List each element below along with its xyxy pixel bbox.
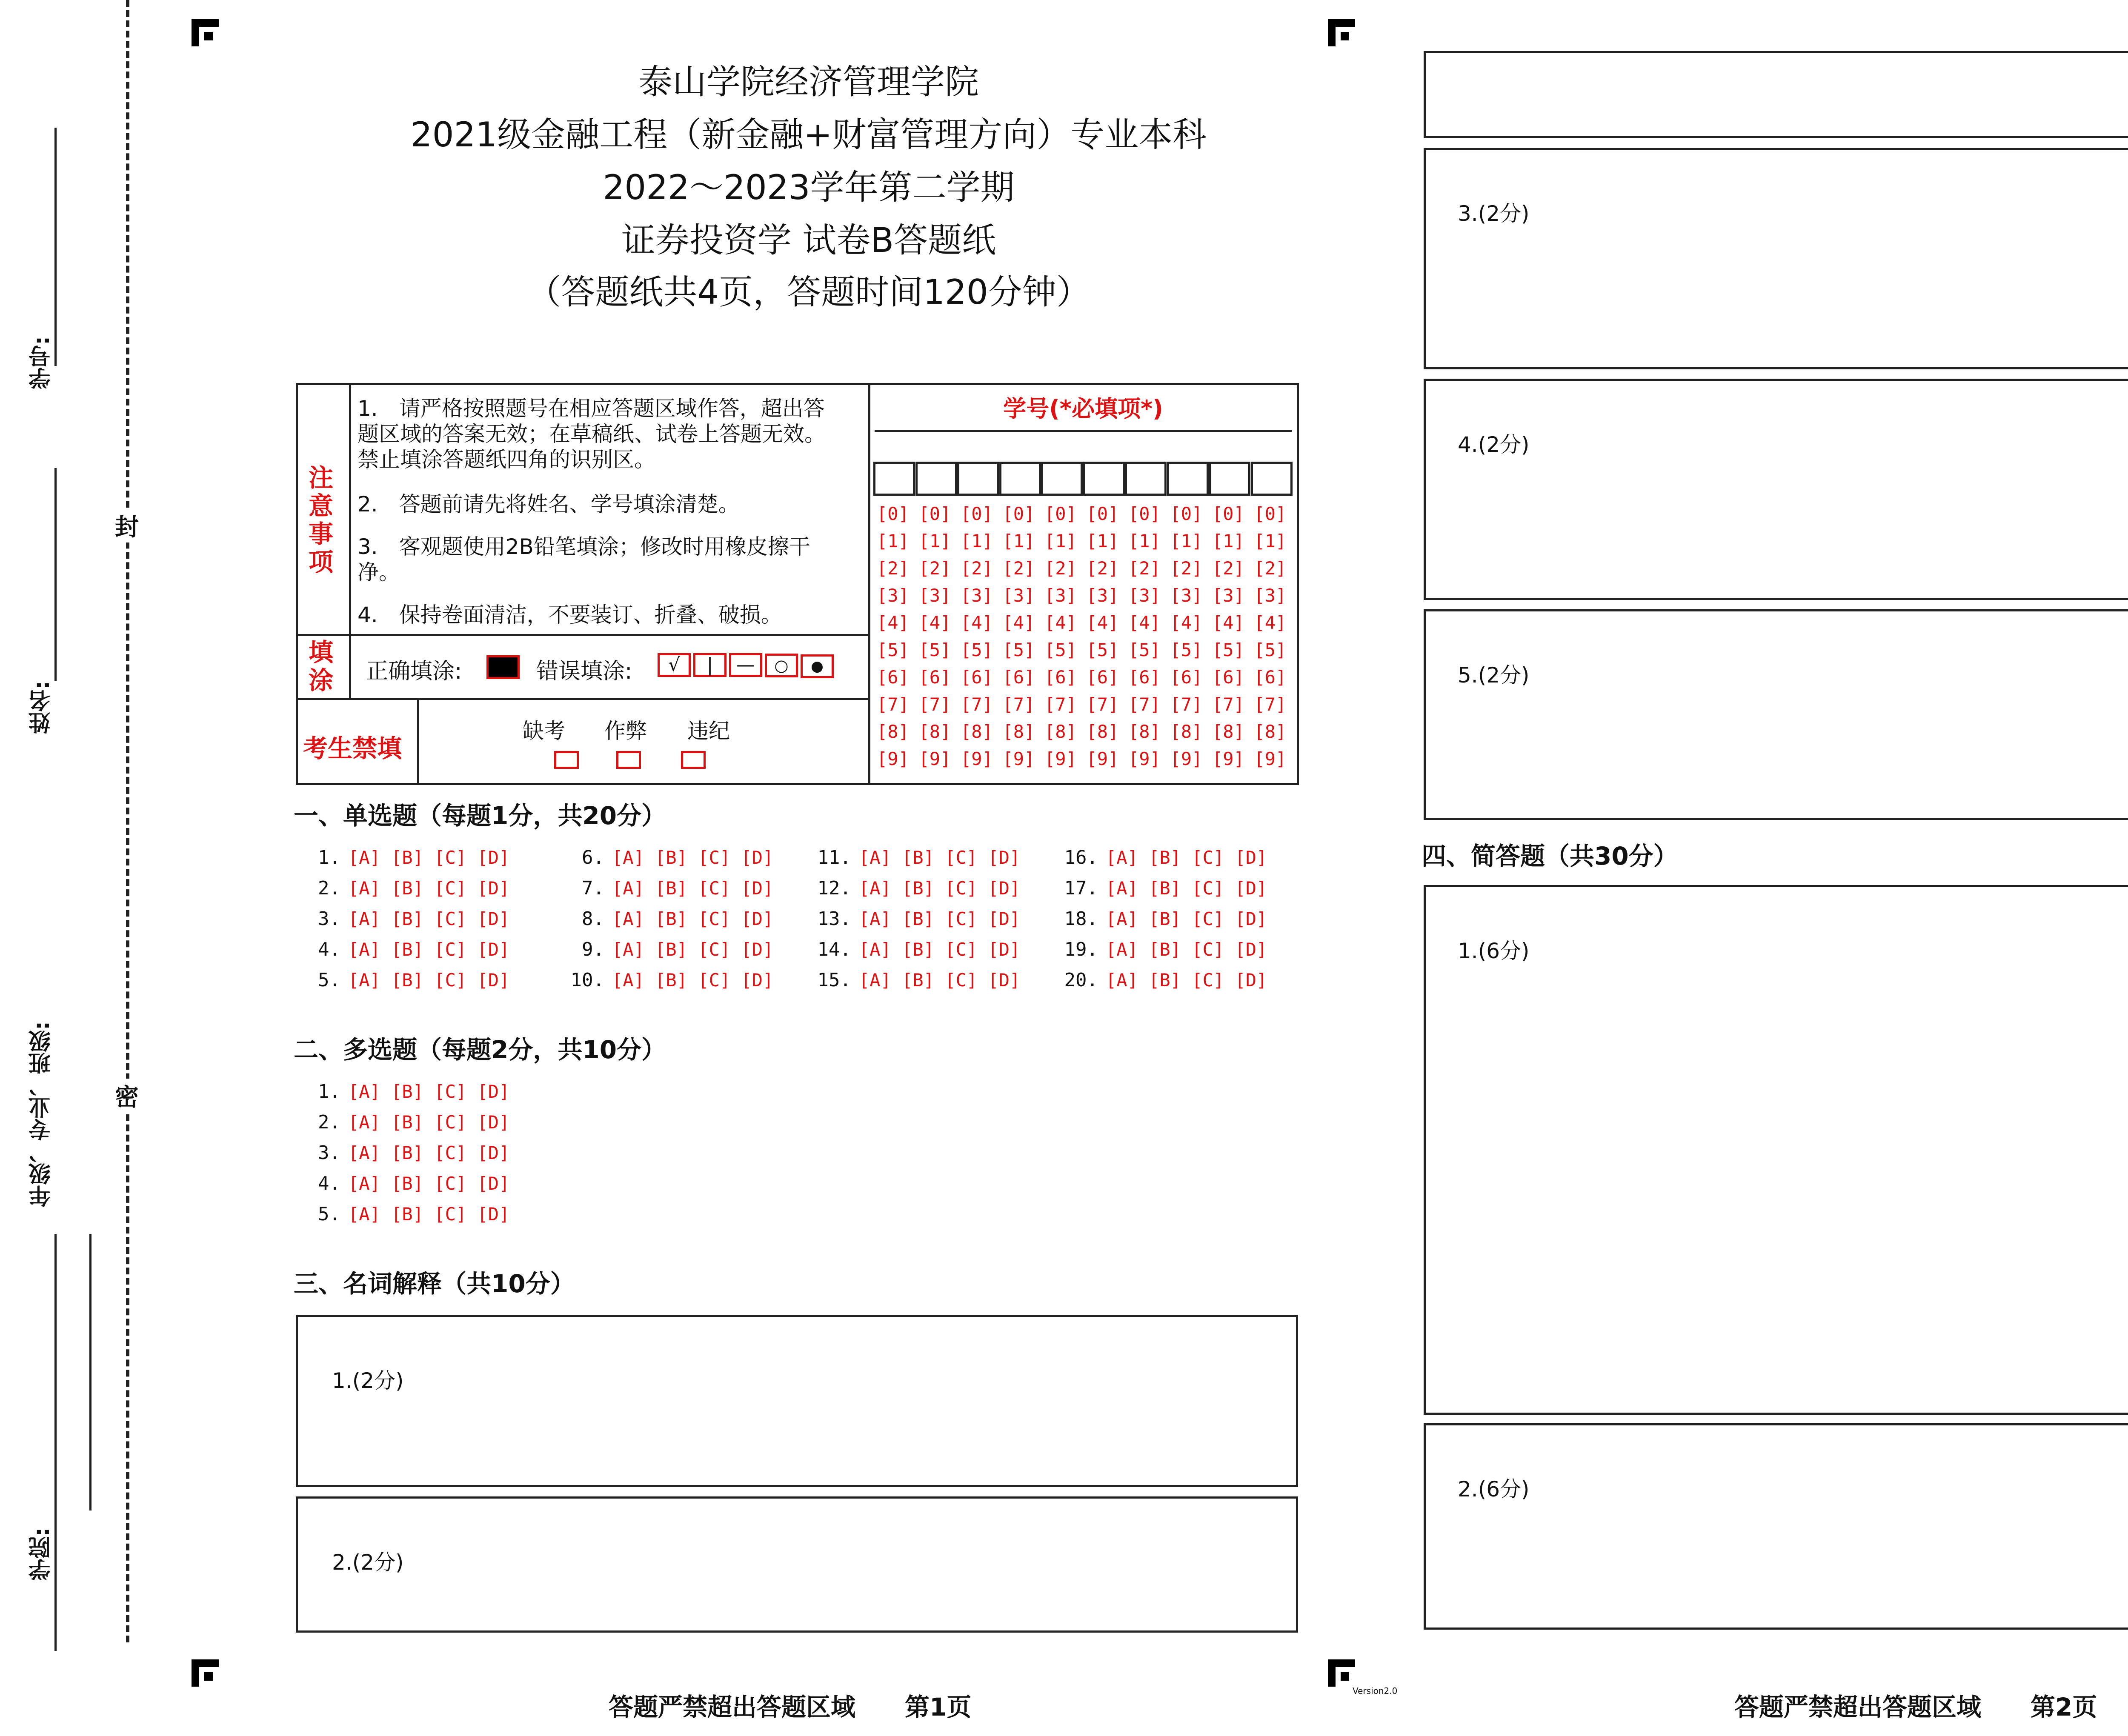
cheat-checkbox[interactable] — [616, 751, 641, 769]
answer-options[interactable]: [A] [B] [C] [D] — [612, 908, 774, 929]
student-id-bubble[interactable]: [0] — [961, 503, 993, 524]
answer-box-t3[interactable] — [1424, 148, 2128, 369]
answer-box-s2[interactable] — [1424, 1423, 2128, 1630]
question-number: 2. — [318, 1111, 340, 1133]
student-id-bubble[interactable]: [5] — [1044, 640, 1077, 660]
answer-box-t4-label: 4.(2分) — [1458, 432, 1530, 457]
single-choice-question[interactable] — [804, 877, 1020, 899]
divider — [868, 383, 870, 785]
single-choice-question[interactable] — [306, 847, 509, 868]
student-id-underline — [875, 430, 1292, 432]
wrong-fill-samples — [658, 653, 834, 678]
answer-box-t5-label: 5.(2分) — [1458, 663, 1530, 688]
student-id-digit-box[interactable] — [1125, 462, 1167, 496]
student-id-bubble[interactable]: [5] — [877, 640, 909, 660]
answer-options[interactable]: [A] [B] [C] [D] — [859, 939, 1021, 960]
notice-item-3: 3. 客观题使用2B铅笔填涂；修改时用橡皮擦干净。 — [358, 534, 810, 585]
student-id-bubble[interactable]: [7] — [1170, 694, 1203, 715]
student-no-label: 学号: — [29, 336, 54, 389]
violation-checkbox[interactable] — [681, 751, 706, 769]
student-id-bubble[interactable]: [7] — [1086, 694, 1119, 715]
answer-box-t2[interactable] — [296, 1496, 1298, 1633]
student-id-bubble[interactable]: [8] — [1254, 721, 1287, 742]
student-id-bubble[interactable]: [0] — [877, 503, 909, 524]
corner-mark — [192, 1659, 219, 1687]
student-id-bubble[interactable]: [4] — [1002, 612, 1035, 633]
binding-bar — [89, 1234, 92, 1510]
student-id-bubble[interactable]: [4] — [1128, 612, 1161, 633]
student-id-bubble[interactable]: [6] — [877, 667, 909, 688]
question-number: 5. — [318, 969, 340, 991]
student-id-bubble[interactable]: [0] — [1212, 503, 1244, 524]
secret-char: 密 — [115, 1079, 139, 1113]
question-number: 1. — [318, 1081, 340, 1102]
multi-choice-question[interactable] — [306, 1142, 509, 1164]
version-label: Version2.0 — [1353, 1686, 1398, 1696]
student-id-bubble[interactable]: [2] — [1212, 558, 1244, 579]
single-choice-question[interactable] — [1051, 847, 1267, 868]
single-choice-question[interactable] — [1051, 877, 1267, 899]
student-id-bubble[interactable]: [7] — [1044, 694, 1077, 715]
question-number: 10. — [570, 969, 604, 991]
student-id-bubble[interactable]: [3] — [1044, 585, 1077, 606]
student-id-bubble[interactable]: [8] — [877, 721, 909, 742]
student-id-bubble[interactable]: [9] — [961, 748, 993, 769]
student-id-bubble[interactable]: [0] — [1002, 503, 1035, 524]
student-id-bubble[interactable]: [3] — [1128, 585, 1161, 606]
wrong-mark: — — [729, 653, 762, 677]
student-id-bubble[interactable]: [8] — [1002, 721, 1035, 742]
student-id-digit-box[interactable] — [1251, 462, 1293, 496]
class-label: 年级、专业、班级: — [29, 1021, 54, 1207]
question-number: 6. — [582, 847, 604, 868]
student-id-bubble[interactable]: [1] — [1002, 531, 1035, 551]
corner-mark — [1328, 1659, 1355, 1687]
student-id-bubble[interactable]: [3] — [1212, 585, 1244, 606]
single-choice-question[interactable] — [306, 969, 509, 991]
single-choice-question[interactable] — [306, 939, 509, 960]
student-id-bubble[interactable]: [3] — [1086, 585, 1119, 606]
student-id-digit-box[interactable] — [1209, 462, 1250, 496]
question-number: 1. — [318, 847, 340, 868]
student-id-bubble[interactable]: [1] — [918, 531, 951, 551]
answer-options[interactable]: [A] [B] [C] [D] — [1106, 970, 1267, 991]
student-id-bubble[interactable]: [1] — [1254, 531, 1287, 551]
answer-options[interactable]: [A] [B] [C] [D] — [1106, 908, 1267, 929]
divider — [417, 698, 419, 785]
student-id-bubble[interactable]: [5] — [918, 640, 951, 660]
question-number: 14. — [817, 939, 851, 960]
exam-title: 证券投资学 试卷B答题纸 — [621, 220, 996, 260]
student-id-title: 学号(*必填项*) — [1003, 395, 1163, 422]
wrong-fill-label: 错误填涂: — [536, 659, 632, 684]
single-choice-question[interactable] — [1051, 969, 1267, 991]
student-id-bubble[interactable]: [7] — [918, 694, 951, 715]
student-id-bubble[interactable]: [9] — [1002, 748, 1035, 769]
student-id-bubble[interactable]: [7] — [961, 694, 993, 715]
student-id-bubble[interactable]: [0] — [1254, 503, 1287, 524]
student-id-bubble[interactable]: [6] — [1128, 667, 1161, 688]
student-id-bubble[interactable]: [4] — [1086, 612, 1119, 633]
absent-label: 缺考 — [523, 719, 565, 743]
student-id-bubble[interactable]: [9] — [877, 748, 909, 769]
student-id-bubble[interactable]: [2] — [961, 558, 993, 579]
answer-box-t3-label: 3.(2分) — [1458, 201, 1530, 226]
student-id-bubble[interactable]: [9] — [1128, 748, 1161, 769]
student-id-bubble[interactable]: [3] — [1170, 585, 1203, 606]
footer-page-2: 答题严禁超出答题区域 第2页 — [1734, 1693, 2097, 1722]
student-id-bubble[interactable]: [5] — [1170, 640, 1203, 660]
student-id-bubble[interactable]: [3] — [877, 585, 909, 606]
student-id-bubble[interactable]: [9] — [1044, 748, 1077, 769]
answer-options[interactable]: [A] [B] [C] [D] — [859, 847, 1021, 868]
student-id-bubble[interactable]: [1] — [1212, 531, 1244, 551]
divider — [296, 698, 868, 700]
student-id-bubble[interactable]: [5] — [1086, 640, 1119, 660]
student-id-bubble[interactable]: [1] — [877, 531, 909, 551]
answer-options[interactable]: [A] [B] [C] [D] — [859, 970, 1021, 991]
college-label: 学院: — [29, 1528, 54, 1581]
student-id-bubble[interactable]: [2] — [1086, 558, 1119, 579]
student-id-digit-box[interactable] — [957, 462, 999, 496]
student-id-bubble[interactable]: [4] — [1254, 612, 1287, 633]
question-number: 8. — [582, 908, 604, 930]
answer-box-s2-label: 2.(6分) — [1458, 1477, 1530, 1502]
answer-box-s1-label: 1.(6分) — [1458, 939, 1530, 963]
student-id-bubble[interactable]: [7] — [1254, 694, 1287, 715]
student-id-bubble[interactable]: [6] — [1212, 667, 1244, 688]
single-choice-title: 一、单选题（每题1分，共20分） — [294, 801, 666, 830]
question-number: 16. — [1064, 847, 1098, 868]
answer-options[interactable]: [A] [B] [C] [D] — [612, 970, 774, 991]
wrong-mark: | — [693, 653, 726, 677]
student-id-bubble[interactable]: [4] — [918, 612, 951, 633]
question-number: 15. — [817, 969, 851, 991]
answer-options[interactable]: [A] [B] [C] [D] — [1106, 939, 1267, 960]
student-id-bubble[interactable]: [0] — [1044, 503, 1077, 524]
answer-box-t1-label: 1.(2分) — [332, 1368, 404, 1393]
question-number: 2. — [318, 877, 340, 899]
answer-options[interactable]: [A] [B] [C] [D] — [348, 1081, 510, 1102]
student-id-bubble[interactable]: [8] — [961, 721, 993, 742]
student-id-bubble[interactable]: [2] — [918, 558, 951, 579]
student-id-bubble[interactable]: [1] — [1128, 531, 1161, 551]
answer-options[interactable]: [A] [B] [C] [D] — [859, 878, 1021, 899]
name-label: 姓名: — [29, 681, 54, 734]
multi-choice-question[interactable] — [306, 1111, 509, 1133]
fill-title: 填涂 — [309, 638, 334, 695]
student-id-bubble[interactable]: [6] — [961, 667, 993, 688]
student-id-bubble[interactable]: [4] — [1212, 612, 1244, 633]
question-number: 20. — [1064, 969, 1098, 991]
wrong-mark: √ — [658, 653, 691, 677]
student-id-bubble[interactable]: [6] — [1044, 667, 1077, 688]
wrong-mark: ● — [801, 654, 834, 678]
wrong-mark: ○ — [765, 654, 798, 677]
single-choice-question[interactable] — [1051, 908, 1267, 930]
student-id-bubble[interactable]: [4] — [961, 612, 993, 633]
question-number: 19. — [1064, 939, 1098, 960]
student-id-digit-box[interactable] — [1083, 462, 1125, 496]
student-id-bubble[interactable]: [5] — [1002, 640, 1035, 660]
student-id-bubble[interactable]: [9] — [1170, 748, 1203, 769]
single-choice-question[interactable] — [558, 908, 773, 930]
question-number: 12. — [817, 877, 851, 899]
question-number: 13. — [817, 908, 851, 930]
student-id-bubble[interactable]: [0] — [918, 503, 951, 524]
student-id-bubble[interactable]: [8] — [1128, 721, 1161, 742]
student-id-bubble[interactable]: [3] — [1254, 585, 1287, 606]
student-id-bubble[interactable]: [8] — [1086, 721, 1119, 742]
multi-choice-question[interactable] — [306, 1081, 509, 1102]
student-id-bubble[interactable]: [2] — [1002, 558, 1035, 579]
answer-box-t1[interactable] — [296, 1315, 1298, 1487]
divider — [296, 634, 868, 636]
student-id-bubble[interactable]: [9] — [918, 748, 951, 769]
notice-item-4: 4. 保持卷面清洁，不要装订、折叠、破损。 — [358, 602, 782, 627]
student-id-bubble[interactable]: [9] — [1254, 748, 1287, 769]
answer-box-top-continuation[interactable] — [1424, 51, 2128, 138]
student-id-bubble[interactable]: [6] — [918, 667, 951, 688]
student-id-digit-box[interactable] — [1167, 462, 1209, 496]
question-number: 4. — [318, 1173, 340, 1194]
question-number: 11. — [817, 847, 851, 868]
student-id-bubble[interactable]: [5] — [961, 640, 993, 660]
divider — [349, 383, 351, 698]
answer-options[interactable]: [A] [B] [C] [D] — [348, 847, 510, 868]
correct-fill-label: 正确填涂: — [366, 659, 462, 684]
single-choice-question[interactable] — [558, 939, 773, 960]
notice-item-2: 2. 答题前请先将姓名、学号填涂清楚。 — [358, 492, 740, 517]
answer-options[interactable]: [A] [B] [C] [D] — [348, 1204, 510, 1225]
violation-label: 违纪 — [687, 719, 730, 743]
student-id-bubble[interactable]: [6] — [1170, 667, 1203, 688]
single-choice-question[interactable] — [558, 969, 773, 991]
student-id-bubble[interactable]: [1] — [1170, 531, 1203, 551]
forbidden-title: 考生禁填 — [303, 734, 402, 763]
student-id-bubble[interactable]: [1] — [961, 531, 993, 551]
major-title: 2021级金融工程（新金融+财富管理方向）专业本科 — [410, 115, 1207, 154]
answer-options[interactable]: [A] [B] [C] [D] — [612, 939, 774, 960]
student-id-bubble[interactable]: [0] — [1170, 503, 1203, 524]
answer-box-t5[interactable] — [1424, 609, 2128, 820]
footer-page-1: 答题严禁超出答题区域 第1页 — [609, 1693, 972, 1722]
question-number: 3. — [318, 1142, 340, 1164]
student-id-bubble[interactable]: [2] — [1170, 558, 1203, 579]
answer-options[interactable]: [A] [B] [C] [D] — [1106, 847, 1267, 868]
student-id-bubble[interactable]: [3] — [961, 585, 993, 606]
exam-note: （答题纸共4页，答题时间120分钟） — [527, 272, 1090, 312]
student-id-bubble[interactable]: [1] — [1044, 531, 1077, 551]
single-choice-question[interactable] — [306, 908, 509, 930]
student-id-bubble[interactable]: [6] — [1002, 667, 1035, 688]
answer-options[interactable]: [A] [B] [C] [D] — [348, 1173, 510, 1194]
student-id-bubble[interactable]: [7] — [1212, 694, 1244, 715]
answer-options[interactable]: [A] [B] [C] [D] — [348, 1142, 510, 1163]
answer-box-t2-label: 2.(2分) — [332, 1550, 404, 1575]
class-line — [54, 1234, 57, 1498]
student-id-digit-box[interactable] — [1041, 462, 1083, 496]
answer-options[interactable]: [A] [B] [C] [D] — [612, 847, 774, 868]
question-number: 18. — [1064, 908, 1098, 930]
question-number: 3. — [318, 908, 340, 930]
notice-title: 注意事项 — [309, 463, 334, 577]
answer-options[interactable]: [A] [B] [C] [D] — [348, 970, 510, 991]
student-id-bubble[interactable]: [0] — [1086, 503, 1119, 524]
student-id-bubble[interactable]: [3] — [1002, 585, 1035, 606]
short-answer-title: 四、简答题（共30分） — [1422, 842, 1678, 871]
multi-choice-title: 二、多选题（每题2分，共10分） — [294, 1035, 666, 1064]
student-id-bubble[interactable]: [1] — [1086, 531, 1119, 551]
student-no-line — [54, 128, 57, 366]
single-choice-question[interactable] — [1051, 939, 1267, 960]
corner-mark — [192, 19, 219, 46]
student-id-bubble[interactable]: [4] — [877, 612, 909, 633]
answer-options[interactable]: [A] [B] [C] [D] — [1106, 878, 1267, 899]
student-id-bubble[interactable]: [8] — [1044, 721, 1077, 742]
student-id-bubble[interactable]: [4] — [1170, 612, 1203, 633]
answer-options[interactable]: [A] [B] [C] [D] — [859, 908, 1021, 929]
single-choice-question[interactable] — [804, 969, 1020, 991]
student-id-bubble[interactable]: [3] — [918, 585, 951, 606]
question-number: 4. — [318, 939, 340, 960]
student-id-bubble[interactable]: [0] — [1128, 503, 1161, 524]
question-number: 5. — [318, 1203, 340, 1225]
question-number: 17. — [1064, 877, 1098, 899]
answer-options[interactable]: [A] [B] [C] [D] — [348, 878, 510, 899]
binding-dash-line — [126, 0, 129, 1642]
student-id-bubble[interactable]: [9] — [1212, 748, 1244, 769]
student-id-bubble[interactable]: [6] — [1086, 667, 1119, 688]
single-choice-question[interactable] — [804, 847, 1020, 868]
name-line — [54, 468, 57, 681]
student-id-bubble[interactable]: [2] — [1254, 558, 1287, 579]
question-number: 7. — [582, 877, 604, 899]
single-choice-question[interactable] — [558, 877, 773, 899]
answer-options[interactable]: [A] [B] [C] [D] — [612, 878, 774, 899]
school-title: 泰山学院经济管理学院 — [638, 62, 979, 102]
student-id-bubble[interactable]: [8] — [918, 721, 951, 742]
student-id-bubble[interactable]: [8] — [1170, 721, 1203, 742]
student-id-bubble[interactable]: [5] — [1254, 640, 1287, 660]
student-id-bubble[interactable]: [7] — [877, 694, 909, 715]
single-choice-question[interactable] — [306, 877, 509, 899]
student-id-bubble[interactable]: [2] — [877, 558, 909, 579]
answer-options[interactable]: [A] [B] [C] [D] — [348, 939, 510, 960]
seal-char: 封 — [115, 508, 139, 542]
single-choice-question[interactable] — [558, 847, 773, 868]
student-id-digit-box[interactable] — [999, 462, 1041, 496]
correct-fill-sample — [486, 655, 520, 679]
question-number: 9. — [582, 939, 604, 960]
student-id-bubble[interactable]: [2] — [1128, 558, 1161, 579]
student-id-bubble[interactable]: [5] — [1128, 640, 1161, 660]
multi-choice-question[interactable] — [306, 1173, 509, 1194]
student-id-bubble[interactable]: [8] — [1212, 721, 1244, 742]
answer-box-t4[interactable] — [1424, 379, 2128, 600]
student-id-bubble[interactable]: [6] — [1254, 667, 1287, 688]
single-choice-question[interactable] — [804, 908, 1020, 930]
student-id-bubble[interactable]: [7] — [1128, 694, 1161, 715]
student-id-bubble[interactable]: [5] — [1212, 640, 1244, 660]
notice-item-1: 1. 请严格按照题号在相应答题区域作答，超出答题区域的答案无效；在草稿纸、试卷上答题无效。禁止填涂答题纸四角的识别区。 — [358, 396, 826, 472]
single-choice-question[interactable] — [804, 939, 1020, 960]
student-id-bubble[interactable]: [9] — [1086, 748, 1119, 769]
multi-choice-question[interactable] — [306, 1203, 509, 1225]
student-id-digit-box[interactable] — [873, 462, 915, 496]
corner-mark — [1328, 19, 1355, 46]
absent-checkbox[interactable] — [554, 751, 579, 769]
term-title: 2022～2023学年第二学期 — [603, 168, 1015, 207]
cheat-label: 作弊 — [604, 719, 647, 743]
student-id-digit-box[interactable] — [915, 462, 957, 496]
student-id-bubble[interactable]: [7] — [1002, 694, 1035, 715]
answer-options[interactable]: [A] [B] [C] [D] — [348, 908, 510, 929]
answer-options[interactable]: [A] [B] [C] [D] — [348, 1112, 510, 1133]
student-id-bubble[interactable]: [2] — [1044, 558, 1077, 579]
term-explain-title: 三、名词解释（共10分） — [294, 1269, 575, 1298]
student-id-bubble[interactable]: [4] — [1044, 612, 1077, 633]
